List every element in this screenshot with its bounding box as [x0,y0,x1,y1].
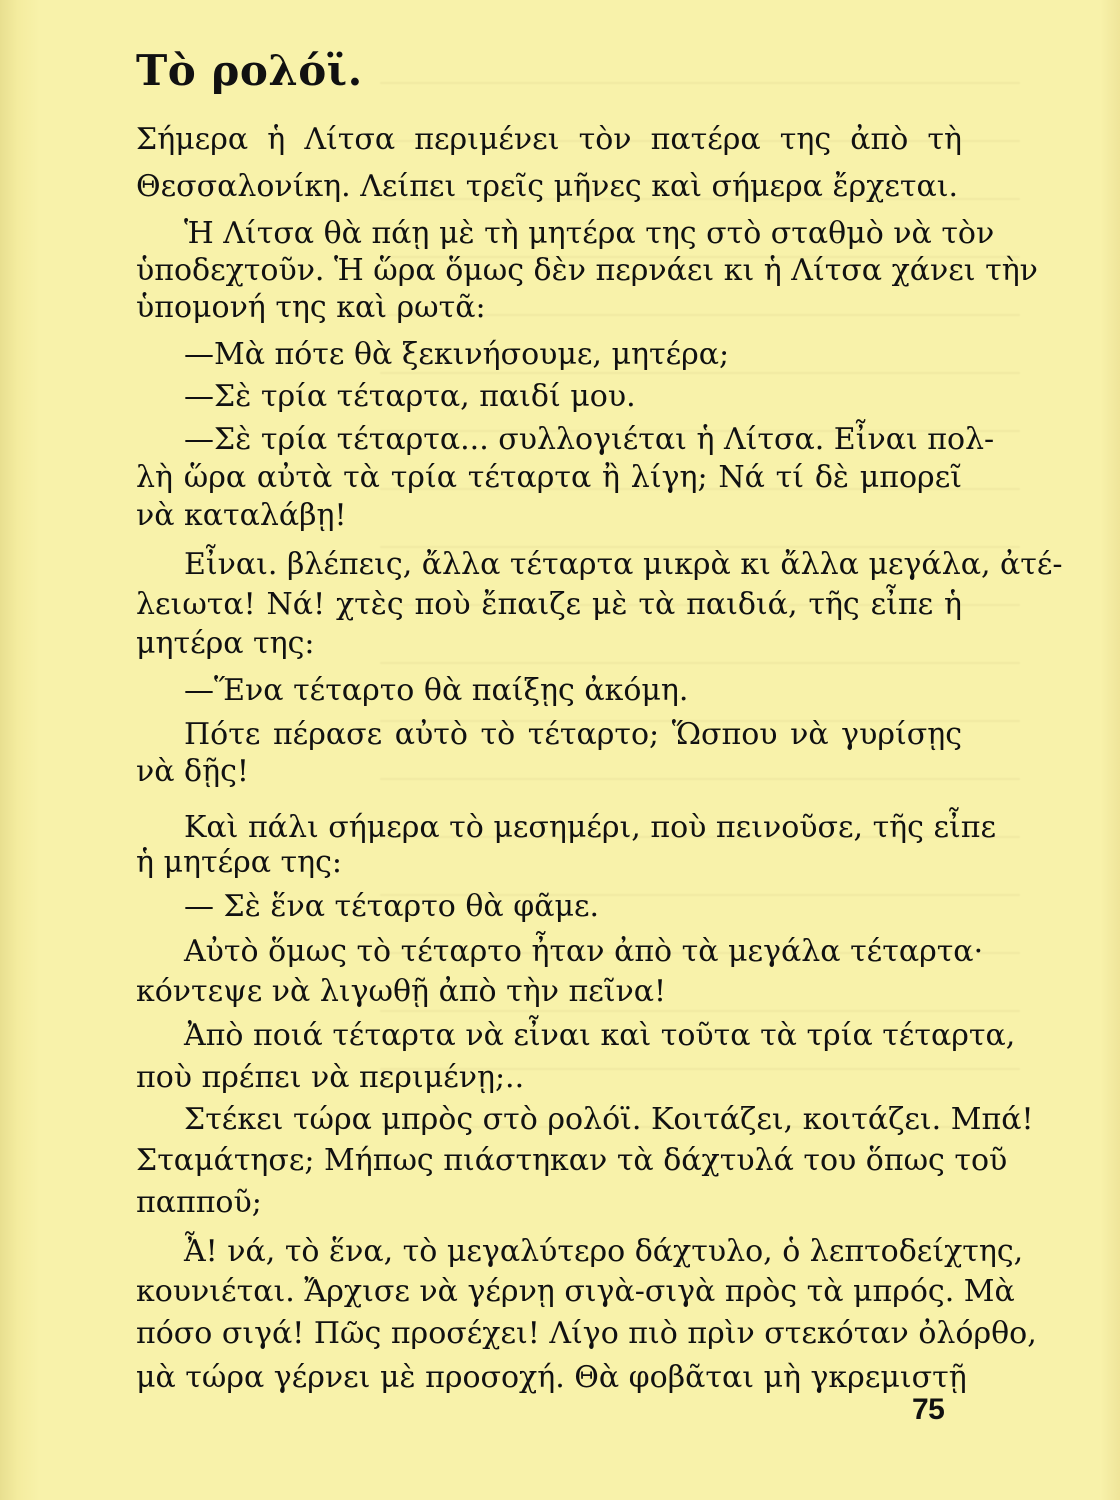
text-line: Σταμάτησε; Μήπως πιάστηκαν τὰ δάχτυλά του ὅπως τοῦ [136,1143,1008,1178]
text-line: πόσο σιγά! Πῶς προσέχει! Λίγο πιὸ πρὶν στεκόταν ὀλόρθο, [136,1316,1037,1351]
text-line: μὰ τώρα γέρνει μὲ προσοχή. Θὰ φοβᾶται μὴ γκρεμιστῇ [136,1360,967,1395]
text-line: Ἆ! νά, τὸ ἕνα, τὸ μεγαλύτερο δάχτυλο, ὁ λεπτοδείχτης, [184,1234,1024,1269]
text-line: κόντεψε νὰ λιγωθῇ ἀπὸ τὴν πεῖνα! [136,974,667,1009]
page-number: 75 [912,1393,945,1426]
text-line: Εἶναι. βλέπεις, ἄλλα τέταρτα μικρὰ κι ἄλλα μεγάλα, ἀτέ- [184,547,1063,582]
text-line: — Σὲ ἕνα τέταρτο θὰ φᾶμε. [184,889,600,924]
text-line: Σήμερα ἡ Λίτσα περιμένει τὸν πατέρα της ἀπὸ τὴ [136,122,962,157]
text-line: Ἀπὸ ποιά τέταρτα νὰ εἶναι καὶ τοῦτα τὰ τρία τέταρτα, [184,1018,1016,1053]
text-line: —Σὲ τρία τέταρτα, παιδί μου. [184,379,636,414]
text-line: Πότε πέρασε αὐτὸ τὸ τέταρτο; Ὥσπου νὰ γυρίσῃς [184,717,962,752]
text-line: —Ἕνα τέταρτο θὰ παίξῃς ἀκόμη. [184,673,689,708]
text-line: νὰ καταλάβῃ! [136,498,347,533]
text-line: λὴ ὥρα αὐτὰ τὰ τρία τέταρτα ἢ λίγη; Νά τί δὲ μπορεῖ [136,460,962,495]
text-line: παπποῦ; [136,1185,262,1220]
text-line: Στέκει τώρα μπρὸς στὸ ρολόϊ. Κοιτάζει, κοιτάζει. Μπά! [184,1102,1034,1137]
text-line: Ἡ Λίτσα θὰ πάῃ μὲ τὴ μητέρα της στὸ σταθμὸ νὰ τὸν [184,216,995,251]
text-line: μητέρα της: [136,626,315,661]
text-line: νὰ δῇς! [136,754,249,789]
text-line: —Σὲ τρία τέταρτα... συλλογιέται ἡ Λίτσα. Εἶναι πολ- [184,422,995,457]
text-line: —Μὰ πότε θὰ ξεκινήσουμε, μητέρα; [184,337,730,372]
text-line: ἡ μητέρα της: [136,845,343,880]
page-title: Τὸ ρολόϊ. [136,46,363,95]
text-line: λειωτα! Νά! χτὲς ποὺ ἔπαιζε μὲ τὰ παιδιά, τῆς εἶπε ἡ [136,587,962,622]
text-line: Αὐτὸ ὅμως τὸ τέταρτο ἦταν ἀπὸ τὰ μεγάλα τέταρτα· [184,934,984,969]
text-line: ποὺ πρέπει νὰ περιμένῃ;.. [136,1060,525,1095]
text-line: ὑποδεχτοῦν. Ἡ ὥρα ὅμως δὲν περνάει κι ἡ Λίτσα χάνει τὴν [136,253,1038,288]
text-line: Καὶ πάλι σήμερα τὸ μεσημέρι, ποὺ πεινοῦσε, τῆς εἶπε [184,810,997,845]
text-line: Θεσσαλονίκη. Λείπει τρεῖς μῆνες καὶ σήμερα ἔρχεται. [136,169,959,204]
text-line: ὑπομονή της καὶ ρωτᾶ: [136,290,486,325]
text-line: κουνιέται. Ἄρχισε νὰ γέρνῃ σιγὰ-σιγὰ πρὸς τὰ μπρός. Μὰ [136,1274,1015,1309]
